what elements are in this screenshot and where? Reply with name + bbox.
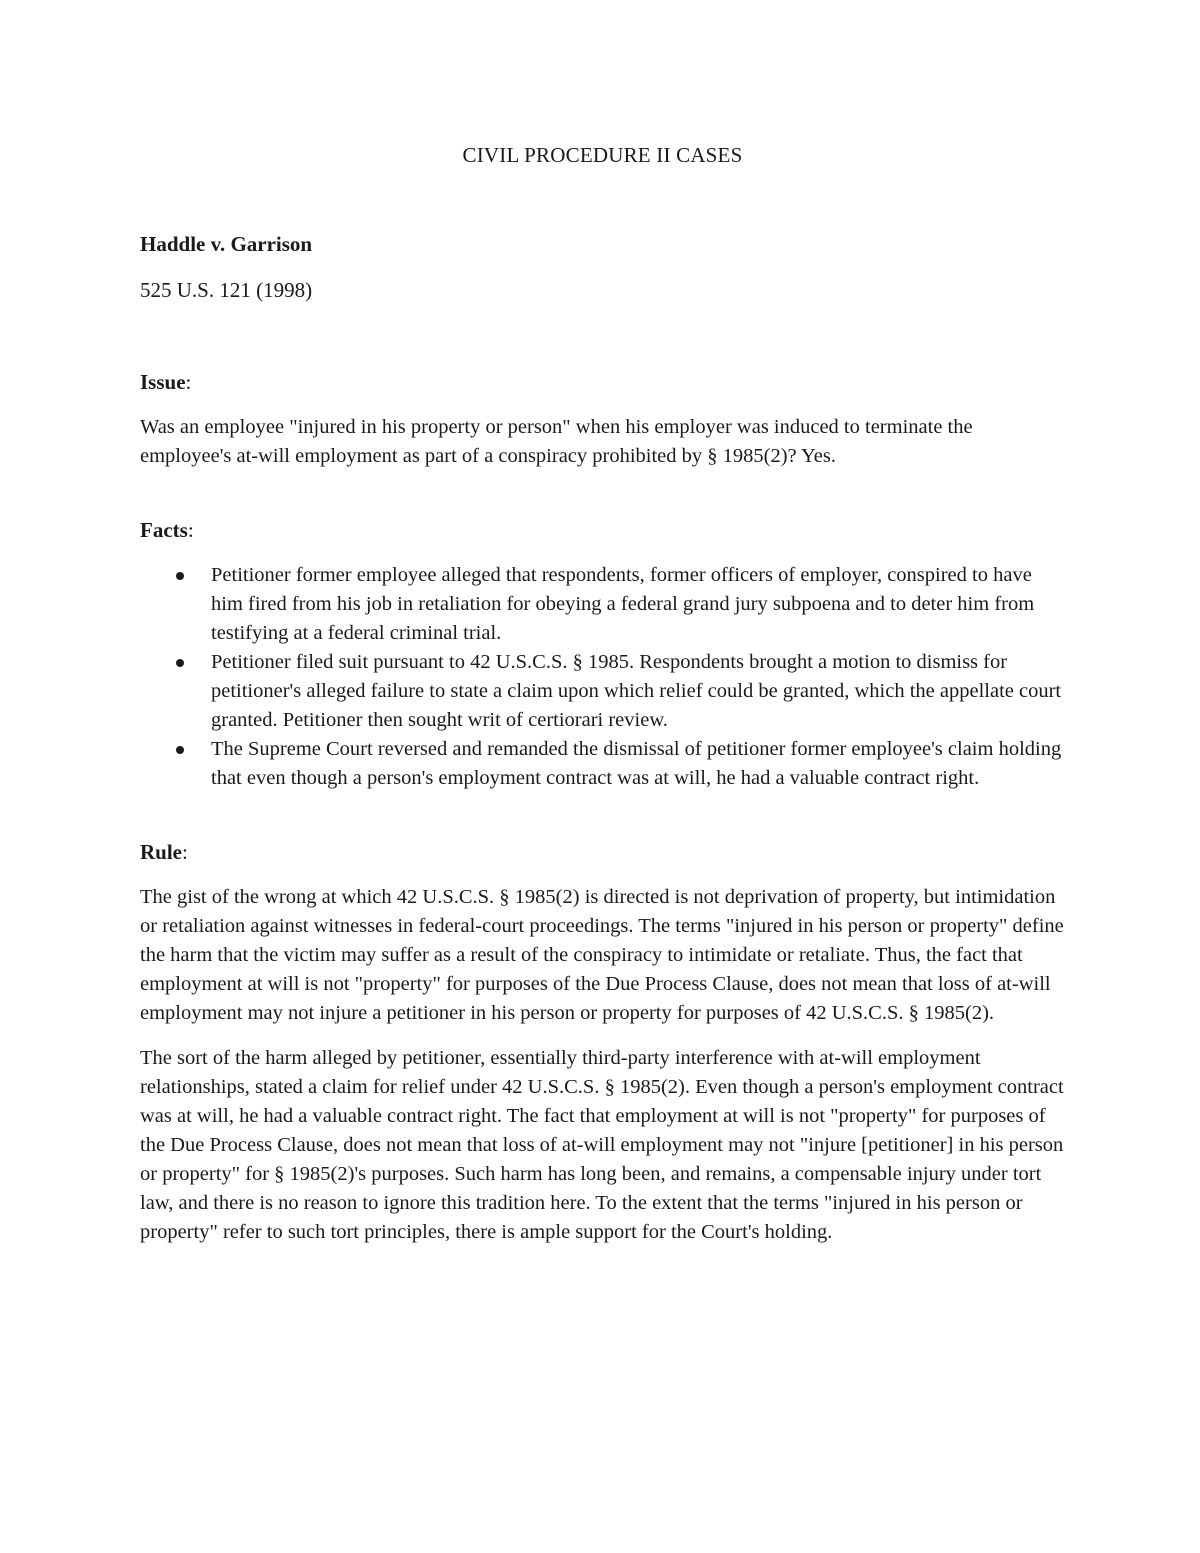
issue-heading-label: Issue	[140, 370, 186, 394]
issue-heading-colon: :	[185, 370, 192, 394]
case-name: Haddle v. Garrison	[140, 232, 313, 256]
issue-section	[140, 368, 1065, 471]
facts-section	[140, 516, 1065, 793]
facts-list-item	[140, 735, 1065, 793]
bullet-icon	[176, 572, 184, 580]
facts-item-text: The Supreme Court reversed and remanded the dismissal of petitioner former employee's claim holding that even though a person's employment contract was at will, he had a valuable contract right.	[211, 738, 1062, 789]
facts-list	[140, 561, 1065, 793]
document-title: CIVIL PROCEDURE II CASES	[462, 143, 743, 167]
facts-heading	[140, 516, 1065, 545]
facts-list-item	[140, 561, 1065, 648]
facts-item-text: Petitioner filed suit pursuant to 42 U.S.C.S. § 1985. Respondents brought a motion to dismiss for petitioner's alleged failure to state a claim upon which relief could be granted, which the appellate court granted. Petitioner then sought writ of certiorari review.	[211, 651, 1062, 731]
facts-heading-label: Facts	[140, 518, 188, 542]
case-citation: 525 U.S. 121 (1998)	[140, 278, 313, 302]
facts-heading-colon: :	[187, 518, 194, 542]
bullet-icon	[176, 659, 184, 667]
facts-item-text: Petitioner former employee alleged that respondents, former officers of employer, conspired to have him fired from his job in retaliation for obeying a federal grand jury subpoena and to deter him from testifying at a federal criminal trial.	[211, 564, 1035, 644]
rule-paragraph: The sort of the harm alleged by petitioner, essentially third-party interference with at-will employment relationships, stated a claim for relief under 42 U.S.C.S. § 1985(2). Even though a person's employment contract was at will, he had a valuable contract right. The fact that employment at will is not "property" for purposes of the Due Process Clause, does not mean that loss of at-will employment may not "injure [petitioner] in his person or property" for § 1985(2)'s purposes. Such harm has long been, and remains, a compensable injury under tort law, and there is no reason to ignore this tradition here. To the extent that the terms "injured in his person or property" refer to such tort principles, there is ample support for the Court's holding.	[140, 1047, 1064, 1243]
issue-heading	[140, 368, 1065, 397]
bullet-icon	[176, 746, 184, 754]
rule-heading-colon: :	[182, 840, 188, 864]
facts-list-item	[140, 648, 1065, 735]
issue-text: Was an employee "injured in his property or person" when his employer was induced to terminate the employee's at-will employment as part of a conspiracy prohibited by § 1985(2)? Yes.	[140, 416, 973, 467]
rule-section	[140, 838, 1065, 1247]
rule-heading	[140, 838, 1065, 867]
rule-paragraph: The gist of the wrong at which 42 U.S.C.S. § 1985(2) is directed is not deprivation of property, but intimidation or retaliation against witnesses in federal-court proceedings. The terms "injured in his person or property" define the harm that the victim may suffer as a result of the conspiracy to intimidate or retaliate. Thus, the fact that employment at will is not "property" for purposes of the Due Process Clause, does not mean that loss of at-will employment may not injure a petitioner in his person or property for purposes of 42 U.S.C.S. § 1985(2).	[140, 886, 1064, 1024]
rule-heading-label: Rule	[140, 840, 182, 864]
